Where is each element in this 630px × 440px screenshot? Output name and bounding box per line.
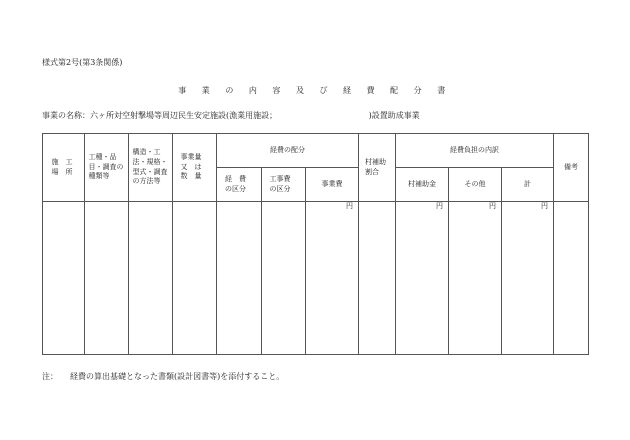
cell-expense-category [217, 202, 262, 355]
header-site: 施 工 場 所 [43, 134, 85, 202]
header-remarks: 備考 [554, 134, 589, 202]
expense-table [42, 133, 589, 355]
cell-structure [129, 202, 173, 355]
cell-subsidy-ratio [359, 202, 396, 355]
header-allocation: 経費の配分 [217, 134, 359, 168]
header-burden-breakdown: 経費負担の内訳 [396, 134, 554, 168]
header-structure: 構造・工法・規格・型式・調査の方法等 [129, 134, 173, 202]
header-village-subsidy: 村補助金 [396, 168, 449, 202]
header-type: 工種・品目・調査の種類等 [85, 134, 129, 202]
cell-quantity [173, 202, 217, 355]
footnote: 注： 経費の算出基礎となった書類(設計図書等)を添付すること。 [42, 372, 285, 381]
cell-site [43, 202, 85, 355]
header-quantity: 事業量 又 は 数 量 [173, 134, 217, 202]
cell-remarks [554, 202, 589, 355]
form-number: 様式第2号(第3条関係) [42, 58, 123, 67]
cell-village-subsidy: 円 [396, 202, 449, 355]
cell-total: 円 [502, 202, 554, 355]
header-expense-category: 経 費 の区分 [217, 168, 262, 202]
header-subsidy-ratio: 村補助 割合 [359, 134, 396, 202]
header-total: 計 [502, 168, 554, 202]
header-other: その他 [449, 168, 502, 202]
header-project-cost: 事業費 [306, 168, 359, 202]
cell-other: 円 [449, 202, 502, 355]
cell-work-category [262, 202, 306, 355]
header-work-category: 工事費 の区分 [262, 168, 306, 202]
cell-project-cost: 円 [306, 202, 359, 355]
project-name: 事業の名称：六ヶ所対空射撃場等周辺民生安定施設(漁業用施設； )設置助成事業 [42, 111, 420, 120]
document-title: 事 業 の 内 容 及 び 経 費 配 分 書 [178, 86, 452, 95]
cell-type [85, 202, 129, 355]
